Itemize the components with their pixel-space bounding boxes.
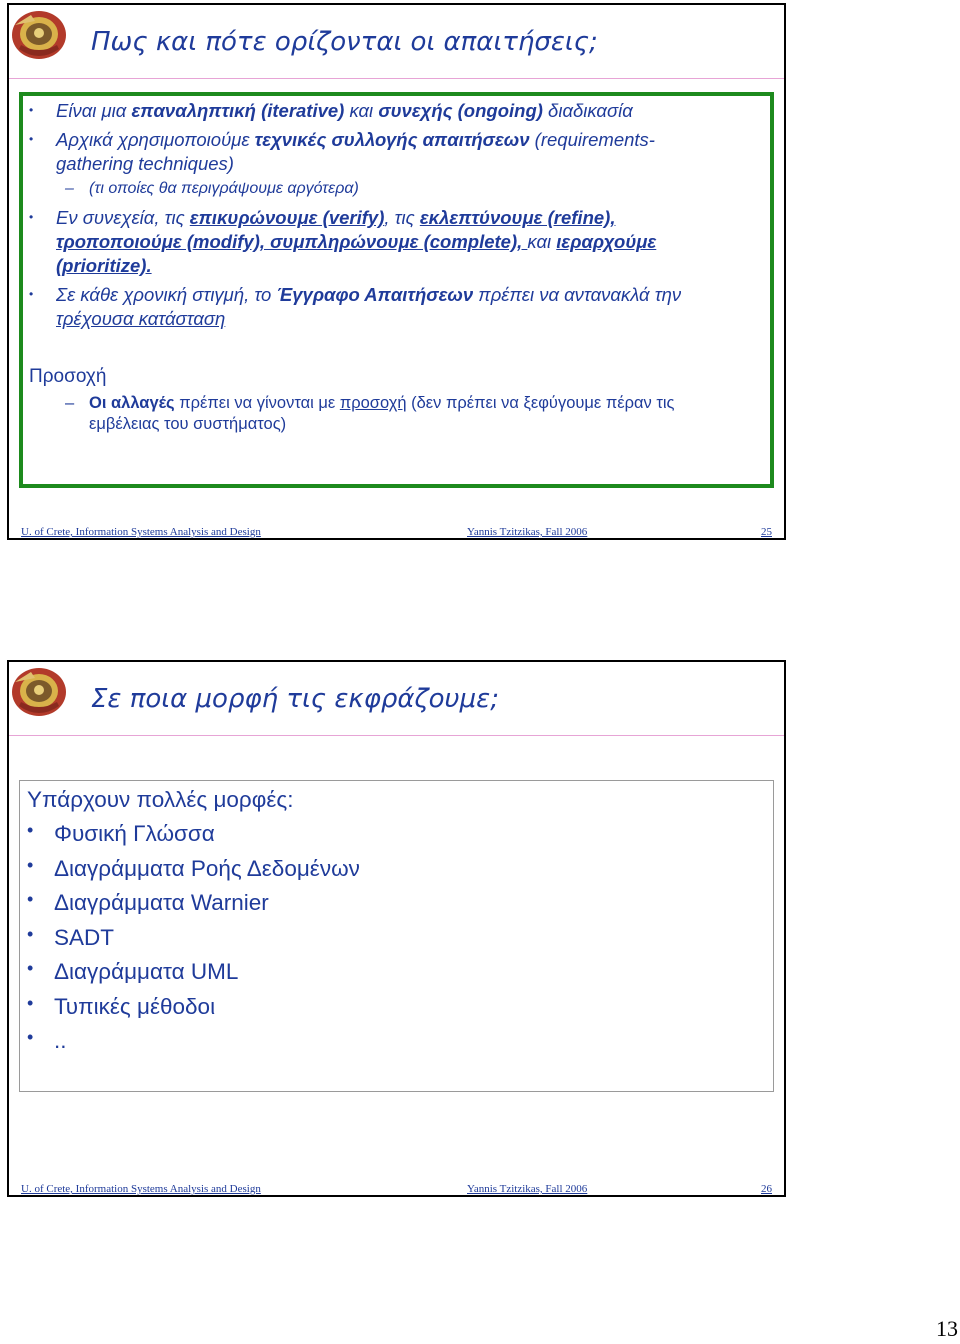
list-item: Φυσική Γλώσσα <box>54 821 215 846</box>
title-divider <box>9 78 784 79</box>
list-item: .. <box>54 1028 67 1053</box>
bullet-icon: • <box>29 210 34 224</box>
bullet-3-cont: τροποποιούμε (modify), συμπληρώνουμε (complete), και ιεραρχούμε <box>56 231 657 252</box>
footer-slide-number: 26 <box>761 1183 772 1195</box>
list-item: Τυπικές μέθοδοι <box>54 994 216 1019</box>
intro-text: Υπάρχουν πολλές μορφές: <box>27 787 294 812</box>
warning-title: Προσοχή <box>29 366 107 387</box>
list-item: Διαγράμματα Ροής Δεδομένων <box>54 856 360 881</box>
footer-course: U. of Crete, Information Systems Analysis and Design <box>21 1183 261 1195</box>
bullet-icon: • <box>29 103 34 117</box>
bullet-2-cont: gathering techniques) <box>56 153 234 174</box>
footer-author: Yannis Tzitzikas, Fall 2006 <box>467 526 588 538</box>
warning-text-cont: εμβέλειας του συστήματος) <box>89 415 287 433</box>
footer-author: Yannis Tzitzikas, Fall 2006 <box>467 1183 588 1195</box>
slide-25 <box>7 3 786 540</box>
slide-footer <box>21 526 772 540</box>
bullet-icon: • <box>27 820 34 840</box>
university-of-crete-seal-icon <box>9 5 71 63</box>
bullet-3: Εν συνεχεία, τις επικυρώνουμε (verify), τις εκλεπτύνουμε (refine), <box>56 207 616 228</box>
bullet-icon: • <box>27 855 34 875</box>
slide-title: Πως και πότε ορίζονται οι απαιτήσεις; <box>91 27 598 57</box>
bullet-4: Σε κάθε χρονική στιγμή, το Έγγραφο Απαιτήσεων πρέπει να αντανακλά την <box>56 284 682 305</box>
bullet-3-cont2: (prioritize). <box>56 255 152 276</box>
slide-footer <box>21 1183 772 1197</box>
bullet-2: Αρχικά χρησιμοποιούμε τεχνικές συλλογής απαιτήσεων (requirements- <box>56 129 655 150</box>
bullet-icon: • <box>29 287 34 301</box>
bullet-1: Είναι μια επαναληπτική (iterative) και συνεχής (ongoing) διαδικασία <box>56 100 633 121</box>
bullet-icon: • <box>27 993 34 1013</box>
sub-bullet: (τι οποίες θα περιγράψουμε αργότερα) <box>89 180 359 197</box>
bullet-icon: • <box>27 889 34 909</box>
dash-icon: – <box>65 394 75 412</box>
bullet-icon: • <box>29 132 34 146</box>
footer-course: U. of Crete, Information Systems Analysis and Design <box>21 526 261 538</box>
title-divider <box>9 735 784 736</box>
bullet-4-cont: τρέχουσα κατάσταση <box>56 308 226 329</box>
list-item: SADT <box>54 925 115 950</box>
dash-icon: – <box>65 180 74 197</box>
bullet-icon: • <box>27 958 34 978</box>
footer-slide-number: 25 <box>761 526 772 538</box>
list-item: Διαγράμματα Warnier <box>54 890 269 915</box>
bullet-icon: • <box>27 924 34 944</box>
bullet-icon: • <box>27 1027 34 1047</box>
list-item: Διαγράμματα UML <box>54 959 239 984</box>
warning-text: Οι αλλαγές πρέπει να γίνονται με προσοχή (δεν πρέπει να ξεφύγουμε πέραν τις <box>89 394 675 412</box>
slide-26 <box>7 660 786 1197</box>
university-of-crete-seal-icon <box>9 662 71 720</box>
page-number: 13 <box>936 1316 958 1341</box>
slide-title: Σε ποια μορφή τις εκφράζουμε; <box>91 684 499 714</box>
